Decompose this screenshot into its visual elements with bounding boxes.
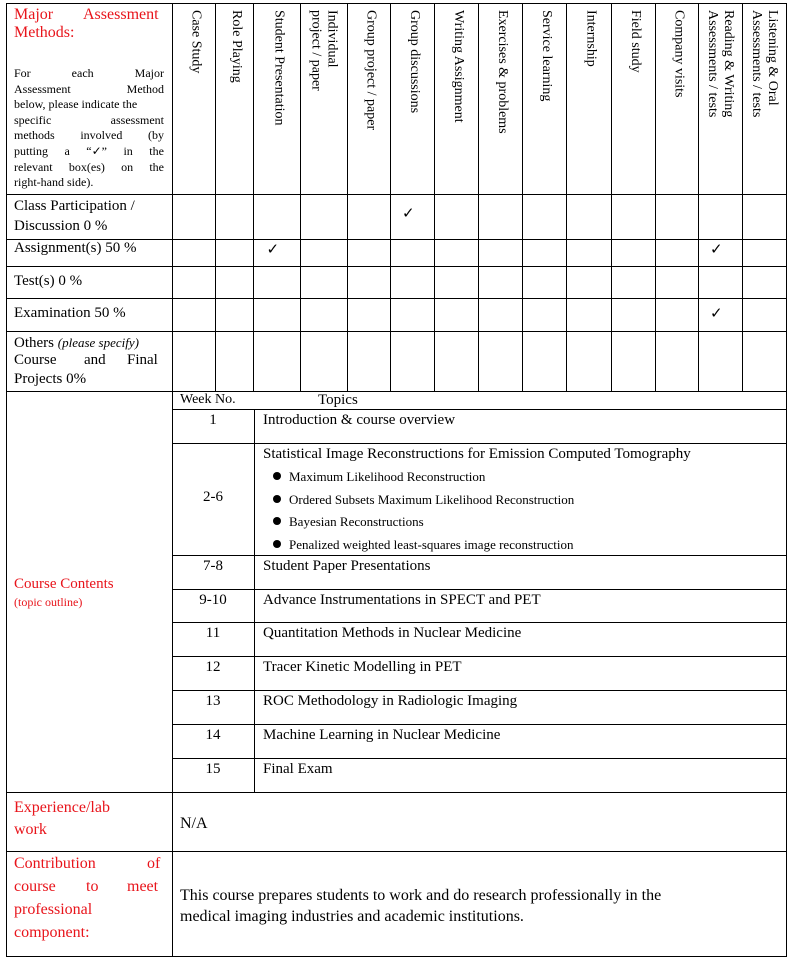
method-header bbox=[308, 10, 340, 91]
method-header bbox=[363, 10, 379, 130]
week-number: 11 bbox=[205, 625, 221, 641]
method-header bbox=[494, 10, 510, 134]
method-header bbox=[228, 10, 244, 83]
bullet-dot-icon bbox=[273, 472, 281, 480]
method-header-line: Assessments / tests bbox=[705, 10, 720, 118]
table-border bbox=[6, 3, 7, 957]
row-label-exam: Examination 50 % bbox=[14, 305, 126, 321]
instruction-word: below, please indicate the bbox=[14, 97, 138, 112]
course-contents-sublabel: (topic outline) bbox=[14, 595, 83, 609]
instruction-word: (by bbox=[147, 128, 164, 143]
method-header bbox=[188, 10, 204, 73]
check-mark: ✓ bbox=[710, 304, 723, 322]
instruction-word: putting bbox=[14, 144, 49, 158]
contribution-text-line: medical imaging industries and academic institutions. bbox=[180, 908, 524, 925]
instruction-word: For bbox=[14, 66, 31, 80]
method-header-line: Reading & Writing bbox=[721, 10, 736, 118]
column-divider bbox=[253, 3, 254, 391]
instruction-word: “✓” bbox=[86, 144, 107, 158]
bullet-dot-icon bbox=[273, 495, 281, 503]
method-header bbox=[627, 10, 643, 73]
contribution-word: meet bbox=[127, 878, 159, 895]
course-contents-label: Course Contents bbox=[14, 576, 114, 592]
experience-value: N/A bbox=[180, 815, 208, 832]
column-divider bbox=[742, 3, 743, 391]
week-topic: Final Exam bbox=[263, 761, 333, 777]
others-line2-b: and bbox=[84, 352, 106, 368]
others-label: Others bbox=[14, 335, 54, 351]
method-header-line: Assessments / tests bbox=[749, 10, 764, 118]
experience-label bbox=[14, 797, 110, 841]
instruction-line bbox=[14, 160, 164, 174]
bullet-text: Maximum Likelihood Reconstruction bbox=[289, 469, 486, 484]
method-header bbox=[406, 10, 422, 113]
table-border bbox=[786, 3, 787, 957]
topic-bullet bbox=[273, 469, 485, 485]
week-topic: ROC Methodology in Radiologic Imaging bbox=[263, 693, 518, 709]
instruction-word: Assessment bbox=[14, 81, 71, 96]
instruction-word: a bbox=[64, 144, 70, 158]
week-topic: Introduction & course overview bbox=[263, 412, 456, 428]
column-divider bbox=[172, 3, 173, 391]
column-divider bbox=[172, 391, 173, 957]
column-divider bbox=[522, 3, 523, 391]
instruction-word: Major bbox=[134, 66, 164, 80]
instruction-line bbox=[14, 144, 164, 158]
topics-header: Topics bbox=[318, 392, 358, 408]
others-line2-c: Final bbox=[127, 352, 158, 368]
instruction-word: assessment bbox=[110, 112, 164, 127]
instruction-line bbox=[14, 66, 164, 80]
table-border bbox=[6, 956, 787, 957]
instruction-line bbox=[14, 82, 164, 96]
method-header-line: project / paper bbox=[308, 10, 324, 91]
method-header bbox=[271, 10, 287, 126]
others-line2-a: Course bbox=[14, 352, 57, 368]
row-divider bbox=[6, 266, 787, 267]
bullet-text: Penalized weighted least-squares image reconstruction bbox=[289, 536, 574, 552]
method-header-line: Internship bbox=[583, 10, 599, 67]
experience-label-line: work bbox=[14, 821, 47, 838]
column-divider bbox=[254, 409, 255, 792]
week-number: 9-10 bbox=[199, 592, 227, 608]
method-header bbox=[450, 10, 466, 123]
week-header: Week No. bbox=[180, 392, 236, 407]
assessment-title-word: Assessment bbox=[83, 6, 159, 23]
contribution-word: Contribution bbox=[14, 855, 96, 872]
instruction-word: in bbox=[123, 144, 133, 158]
column-divider bbox=[390, 3, 391, 391]
others-line3: Projects 0% bbox=[14, 371, 87, 387]
column-divider bbox=[611, 3, 612, 391]
column-divider bbox=[434, 3, 435, 391]
row-label-line: Class Participation / bbox=[14, 198, 135, 214]
contribution-word: of bbox=[147, 855, 161, 872]
row-divider bbox=[172, 622, 787, 623]
row-divider bbox=[6, 239, 787, 240]
row-divider bbox=[172, 443, 787, 444]
row-divider bbox=[172, 656, 787, 657]
row-divider bbox=[172, 409, 787, 410]
method-header-line: Role Playing bbox=[229, 10, 244, 83]
check-mark: ✓ bbox=[402, 204, 415, 222]
column-divider bbox=[655, 3, 656, 391]
instruction-word: on bbox=[121, 159, 134, 174]
method-header-line: Case Study bbox=[188, 10, 204, 74]
bullet-dot-icon bbox=[273, 540, 281, 548]
method-header-line: Field study bbox=[628, 10, 643, 73]
instruction-word: involved bbox=[80, 128, 123, 143]
instruction-word: relevant bbox=[14, 159, 53, 174]
column-divider bbox=[300, 3, 301, 391]
check-mark: ✓ bbox=[710, 240, 723, 258]
method-header bbox=[583, 10, 599, 67]
week-number: 14 bbox=[205, 727, 221, 743]
contribution-text bbox=[180, 885, 661, 927]
row-divider bbox=[172, 724, 787, 725]
row-label-line: Discussion 0 % bbox=[14, 218, 108, 234]
bullet-text: Ordered Subsets Maximum Likelihood Reconstruction bbox=[289, 491, 575, 507]
row-divider bbox=[172, 589, 787, 590]
instruction-line bbox=[14, 97, 164, 111]
row-divider bbox=[6, 851, 787, 852]
week-number: 12 bbox=[205, 659, 221, 675]
contribution-line: component: bbox=[14, 924, 90, 941]
instruction-word: each bbox=[71, 66, 94, 80]
week-topic: Tracer Kinetic Modelling in PET bbox=[263, 659, 462, 675]
method-header-line: Exercises & problems bbox=[495, 10, 510, 134]
table-border bbox=[6, 3, 787, 4]
row-divider bbox=[172, 690, 787, 691]
row-divider bbox=[6, 331, 787, 332]
instruction-line bbox=[14, 113, 164, 127]
week-topic: Machine Learning in Nuclear Medicine bbox=[263, 727, 501, 743]
contribution-word: course bbox=[14, 878, 56, 895]
week-topic: Student Paper Presentations bbox=[263, 558, 431, 574]
column-divider bbox=[215, 3, 216, 391]
row-divider bbox=[6, 298, 787, 299]
method-header bbox=[671, 10, 687, 98]
week-topic: Advance Instrumentations in SPECT and PET bbox=[263, 592, 541, 608]
method-header-line: Student Presentation bbox=[271, 10, 287, 126]
row-label-others bbox=[14, 333, 139, 353]
week-number: 2-6 bbox=[203, 489, 223, 505]
week-number: 13 bbox=[205, 693, 221, 709]
row-divider bbox=[6, 391, 787, 392]
instruction-word: methods bbox=[14, 128, 55, 143]
instruction-word: right-hand side). bbox=[14, 175, 94, 190]
row-divider bbox=[6, 194, 787, 195]
contribution-text-line: This course prepares students to work and do research professionally in the bbox=[180, 887, 662, 904]
method-header-line: Individual bbox=[324, 10, 340, 68]
topic-bullet bbox=[273, 492, 574, 508]
row-label-test: Test(s) 0 % bbox=[14, 273, 83, 289]
row-divider bbox=[6, 792, 787, 793]
instruction-word: box(es) bbox=[68, 159, 105, 174]
assessment-title-line1 bbox=[14, 6, 53, 24]
contribution-word: to bbox=[86, 878, 99, 895]
instruction-line bbox=[14, 175, 164, 189]
experience-label-line: Experience/lab bbox=[14, 799, 110, 816]
method-header-line: Group discussions bbox=[407, 10, 422, 114]
row-label-participation bbox=[14, 196, 135, 236]
instruction-line bbox=[14, 128, 164, 142]
week-topic: Quantitation Methods in Nuclear Medicine bbox=[263, 625, 522, 641]
method-header bbox=[704, 10, 736, 117]
method-header-line: Company visits bbox=[671, 10, 687, 98]
assessment-title-word: Major bbox=[14, 6, 54, 23]
column-divider bbox=[698, 3, 699, 391]
row-label-assignment: Assignment(s) 50 % bbox=[14, 240, 137, 256]
method-header bbox=[748, 10, 780, 117]
week-number: 7-8 bbox=[203, 558, 223, 574]
column-divider bbox=[478, 3, 479, 391]
method-header-line: Listening & Oral bbox=[765, 10, 780, 106]
others-note: (please specify) bbox=[57, 335, 139, 350]
instruction-word: Method bbox=[126, 81, 164, 96]
week-number: 1 bbox=[209, 412, 217, 428]
method-header-line: Writing Assignment bbox=[451, 10, 466, 123]
bullet-text: Bayesian Reconstructions bbox=[289, 514, 424, 529]
contribution-line: professional bbox=[14, 901, 93, 918]
method-header-line: Service learning bbox=[539, 10, 554, 102]
row-divider bbox=[172, 555, 787, 556]
assessment-title-line2: Methods: bbox=[14, 24, 75, 41]
week-number: 15 bbox=[205, 761, 221, 777]
bullet-dot-icon bbox=[273, 517, 281, 525]
column-divider bbox=[347, 3, 348, 391]
instruction-word: specific bbox=[14, 112, 52, 127]
topic-bullet bbox=[273, 514, 424, 530]
week-topic: Statistical Image Reconstructions for Emission Computed Tomography bbox=[263, 446, 691, 462]
instruction-word: the bbox=[149, 159, 164, 174]
method-header bbox=[538, 10, 554, 101]
column-divider bbox=[566, 3, 567, 391]
method-header-line: Group project / paper bbox=[363, 10, 379, 131]
row-divider bbox=[172, 758, 787, 759]
check-mark: ✓ bbox=[266, 240, 280, 258]
topic-bullet bbox=[273, 537, 573, 553]
instruction-word: the bbox=[149, 144, 164, 158]
